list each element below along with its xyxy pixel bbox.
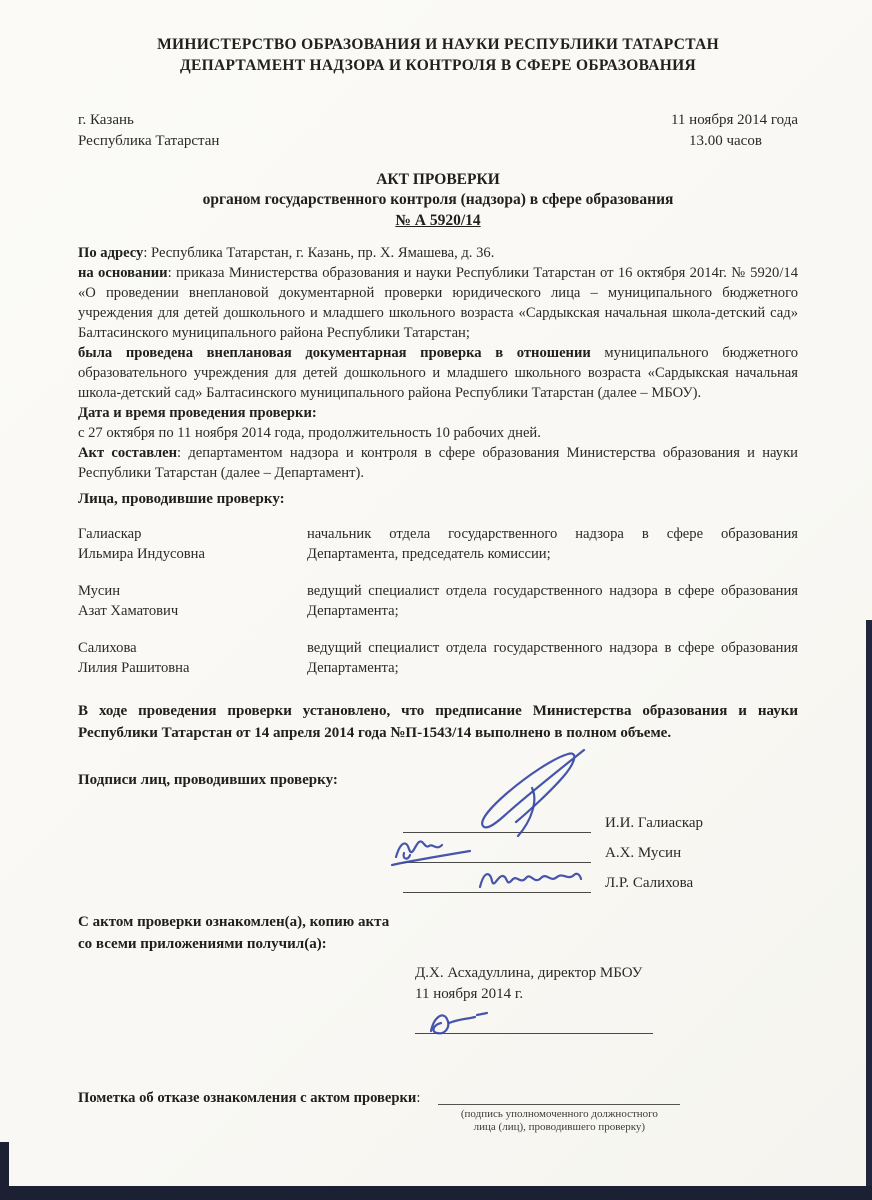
- paragraph-basis-text: : приказа Министерства образования и науки Республики Татарстан от 16 октября 2014г. № 5920/14 «О проведении внеплановой документарной проверки юридического лица – муниципального бюджетного учреждения для детей дошкольного и младшего школьного возраста «Сардыкская начальная школа-детский сад» Балтасинского муниципального района Республики Татарстан;: [78, 265, 799, 341]
- place-block: [78, 110, 219, 152]
- inspector-lastname: Салихова: [78, 640, 137, 656]
- document-title: [78, 170, 798, 231]
- signature-row: [78, 833, 798, 863]
- inspector-role: ведущий специалист отдела государственного надзора в сфере образования Департамента;: [307, 583, 798, 619]
- ministry-name: МИНИСТЕРСТВО ОБРАЗОВАНИЯ И НАУКИ РЕСПУБЛИКИ ТАТАРСТАН: [157, 36, 719, 53]
- department-name: ДЕПАРТАМЕНТ НАДЗОРА И КОНТРОЛЯ В СФЕРЕ ОБРАЗОВАНИЯ: [180, 57, 696, 74]
- director-date: 11 ноября 2014 г.: [415, 986, 524, 1002]
- paragraph-address-text: : Республика Татарстан, г. Казань, пр. Х. Ямашева, д. 36.: [143, 245, 495, 261]
- conclusion-paragraph: В ходе проведения проверки установлено, что предписание Министерства образования и науки Республики Татарстан от 14 апреля 2014 года №П-1543/14 выполнено в полном объеме.: [78, 703, 798, 741]
- paragraph-composed: [78, 443, 798, 483]
- paragraph-basis: [78, 263, 798, 343]
- signatures-block: [78, 803, 798, 893]
- caption-line1: (подпись уполномоченного должностного: [460, 1108, 658, 1120]
- caption-line2: лица (лиц), проводившего проверку): [473, 1121, 646, 1133]
- inspector-name: [78, 638, 307, 678]
- signatures-heading: Подписи лиц, проводивших проверку:: [78, 772, 338, 788]
- signature-line: [403, 862, 591, 893]
- refusal-note-label-wrap: [78, 1090, 420, 1134]
- region-line: Республика Татарстан: [78, 133, 220, 149]
- time-line: 13.00 часов: [688, 133, 762, 149]
- inspector-name: [78, 581, 307, 621]
- paragraph-address: [78, 243, 798, 263]
- inspector-lastname: Галиаскар: [78, 526, 142, 542]
- inspector-row: [78, 524, 798, 564]
- director-name: Д.Х. Асхадуллина, директор МБОУ: [415, 965, 643, 981]
- acknowledgment-line2: со всеми приложениями получил(а):: [78, 936, 327, 952]
- paragraph-datetime-label: Дата и время проведения проверки:: [78, 405, 317, 421]
- inspector-row: [78, 581, 798, 621]
- inspector-firstname: Азат Хаматович: [78, 603, 179, 619]
- paragraph-inspection: [78, 343, 798, 403]
- paragraph-inspection-text: муниципального бюджетного образовательного учреждения для детей дошкольного и младшего школьного возраста «Сардыкская начальная школа-детский сад» Балтасинского муниципального района Республики Татарстан (далее – МБОУ).: [78, 345, 799, 401]
- signature-line: [403, 802, 591, 833]
- paragraph-basis-label: на основании: [78, 265, 168, 281]
- inspectors-heading: Лица, проводившие проверку:: [78, 491, 285, 507]
- inspector-role: начальник отдела государственного надзора в сфере образования Департамента, председатель комиссии;: [307, 526, 798, 562]
- scan-edge-right: [866, 620, 872, 1200]
- date-line: 11 ноября 2014 года: [670, 112, 798, 128]
- director-signature-scribble: [417, 1003, 491, 1043]
- signature-line: [403, 832, 591, 863]
- title-number: № А 5920/14: [395, 212, 481, 229]
- document-body: [78, 243, 798, 483]
- city-line: г. Казань: [78, 112, 134, 128]
- scan-edge-bottom: [0, 1186, 872, 1200]
- paragraph-datetime-text: с 27 октября по 11 ноября 2014 года, продолжительность 10 рабочих дней.: [78, 425, 541, 441]
- paragraph-address-label: По адресу: [78, 245, 144, 261]
- acknowledgment-line1: С актом проверки ознакомлен(а), копию акта: [78, 914, 390, 930]
- acknowledgment-heading: [78, 911, 798, 955]
- refusal-note-row: [78, 1090, 798, 1134]
- director-signature-line: [415, 1007, 653, 1034]
- document-header: [78, 34, 798, 76]
- signature-name: Л.Р. Салихова: [605, 875, 694, 891]
- signature-row: [78, 803, 798, 833]
- inspector-lastname: Мусин: [78, 583, 121, 599]
- signature-row: [78, 863, 798, 893]
- title-sub: органом государственного контроля (надзора) в сфере образования: [202, 191, 674, 208]
- signature-name: И.И. Галиаскар: [605, 815, 704, 831]
- inspector-firstname: Лилия Рашитовна: [78, 660, 190, 676]
- inspectors-table: [78, 524, 798, 678]
- inspector-firstname: Ильмира Индусовна: [78, 546, 205, 562]
- refusal-signature-area: [438, 1090, 680, 1134]
- paragraph-composed-label: Акт составлен: [78, 445, 178, 461]
- paragraph-composed-text: : департаментом надзора и контроля в сфере образования Министерства образования и науки Республики Татарстан (далее – Департамент).: [78, 445, 798, 481]
- director-block: [415, 963, 798, 1034]
- inspector-name: [78, 524, 307, 564]
- refusal-note-colon: :: [416, 1090, 421, 1106]
- refusal-signature-line: [438, 1090, 680, 1105]
- title-main: АКТ ПРОВЕРКИ: [376, 171, 500, 188]
- inspector-row: [78, 638, 798, 678]
- inspector-role: ведущий специалист отдела государственного надзора в сфере образования Департамента;: [307, 640, 798, 676]
- paragraph-inspection-label: была проведена внеплановая документарная проверка в отношении: [78, 345, 591, 361]
- signature-name: А.Х. Мусин: [605, 845, 682, 861]
- date-block: [671, 110, 798, 152]
- refusal-note-label: Пометка об отказе ознакомления с актом проверки: [78, 1090, 417, 1106]
- refusal-signature-caption: [438, 1108, 680, 1134]
- place-date-row: [78, 110, 798, 152]
